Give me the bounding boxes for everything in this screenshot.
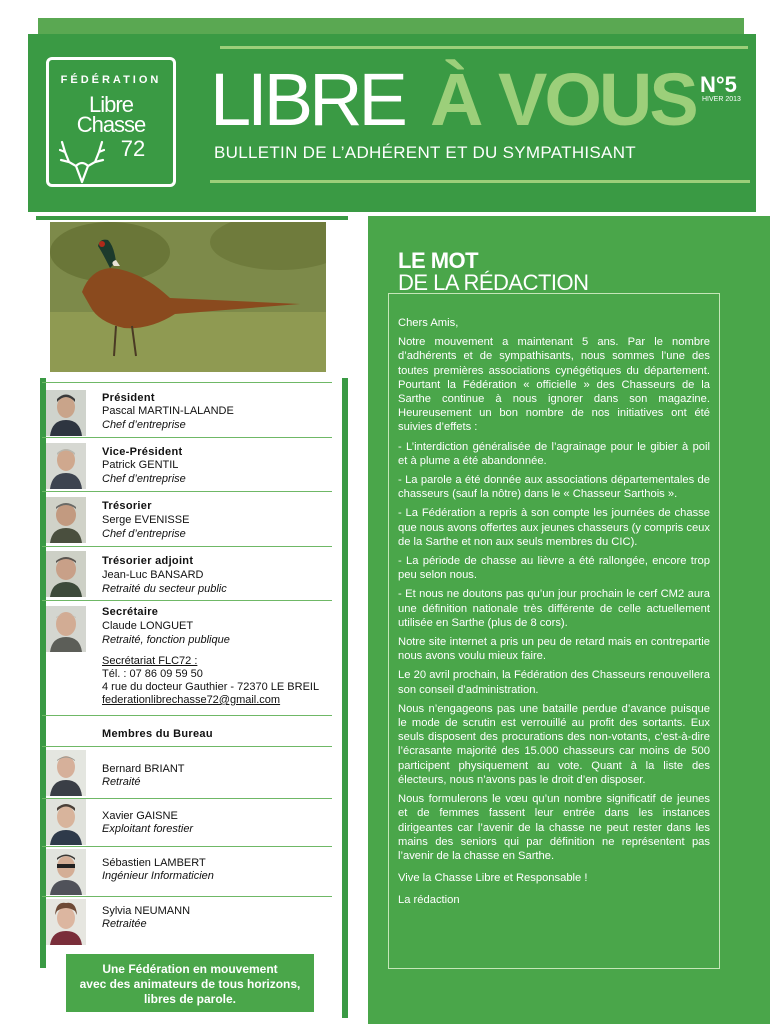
bureau-member-name: Xavier GAISNE (102, 810, 178, 822)
divider (42, 846, 332, 847)
issue-number: N°5 (700, 72, 737, 97)
paragraph: Le 20 avril prochain, la Fédération des Chasseurs renouvellera son conseil d’administration. (398, 669, 710, 696)
editorial-body (398, 316, 710, 913)
paragraph: Vive la Chasse Libre et Responsable ! (398, 872, 588, 885)
bureau-member-job: Exploitant forestier (102, 823, 194, 835)
sidebar-right-bar (342, 378, 348, 1018)
paragraph: Chers Amis, (398, 317, 459, 329)
logo-libre-text: Libre (89, 92, 133, 117)
portrait-treasurer (46, 497, 86, 543)
tagline-line: libres de parole. (143, 992, 237, 1006)
bureau-title: Membres du Bureau (102, 728, 213, 740)
paragraph: - La parole a été donnée aux associations départementales de chasseurs (sauf la nôtre) dans le « Chasseur Sarthois ». (398, 474, 710, 501)
officer-job: Retraité du secteur public (102, 583, 227, 595)
officer-job: Chef d’entreprise (102, 419, 186, 431)
divider (42, 715, 332, 716)
header-rule-bottom (210, 180, 750, 183)
title-libre: LIBRE (210, 58, 404, 141)
paragraph: Notre site internet a pris un peu de retard mais en contrepartie nous avons voulu mieux faire. (398, 636, 710, 663)
paragraph: - La Fédération a repris à son compte les journées de chasse que nous avons offertes aux jeunes chasseurs (y compris ceux de la Sarthe et non aux seuls membres du CIC). (398, 507, 710, 548)
pheasant-photo (50, 222, 326, 372)
logo-number-text: 72 (120, 136, 146, 161)
officer-name: Claude LONGUET (102, 620, 194, 632)
officer-name: Pascal MARTIN-LALANDE (102, 405, 234, 417)
portrait-assistant-treasurer (46, 551, 86, 597)
officer-role: Trésorier adjoint (102, 555, 194, 567)
logo-chasse-text: Chasse (76, 112, 146, 137)
bureau-member-job: Retraitée (102, 918, 147, 930)
officer-job: Chef d’entreprise (102, 473, 186, 485)
paragraph: - La période de chasse au lièvre a été rallongée, encore trop peu selon nous. (398, 555, 710, 582)
bureau-member-name: Sylvia NEUMANN (102, 905, 191, 917)
officer-role: Président (102, 392, 155, 404)
divider (42, 491, 332, 492)
divider (42, 896, 332, 897)
secretariat-address: 4 rue du docteur Gauthier - 72370 LE BREIL (102, 681, 320, 693)
secretariat-phone: Tél. : 07 86 09 59 50 (102, 668, 203, 680)
paragraph: - L’interdiction généralisée de l’agrainage pour le gibier à poil et à plume a été abandonnée. (398, 440, 710, 467)
issue-date: HIVER 2013 (702, 96, 741, 103)
paragraph: - Et nous ne doutons pas qu’un jour prochain le cerf CM2 aura une définition nationale très différente de celle actuellement utilisée en Sarthe (plus de 8 cors). (398, 588, 710, 629)
divider (42, 382, 332, 383)
portrait-vice-president (46, 443, 86, 489)
officer-job: Retraité, fonction publique (102, 634, 230, 646)
portrait-bureau-member (46, 799, 86, 845)
bureau-member-job: Retraité (102, 776, 141, 788)
officer-name: Patrick GENTIL (102, 459, 179, 471)
title-a-vous: À VOUS (430, 58, 696, 141)
paragraph: Nous n’engageons pas une bataille perdue d’avance puisque le mode de scrutin est verrouillé au profit des sortants. Eux seuls disposent des procurations des non-votants, c’est-à-dire l’écrasante majorité des 15.000 chasseurs car moins de 500 participent physiquement au vote. Quant à la liste des électeurs, nous n’avons pas le droit d’en disposer. (398, 702, 710, 786)
sidebar-top-bar (36, 216, 348, 220)
portrait-bureau-member (46, 750, 86, 796)
portrait-secretary (46, 606, 86, 652)
officer-role: Vice-Président (102, 446, 183, 458)
officer-name: Serge EVENISSE (102, 514, 190, 526)
officer-role: Secrétaire (102, 606, 159, 618)
portrait-bureau-member (46, 849, 86, 895)
portrait-president (46, 390, 86, 436)
paragraph: La rédaction (398, 894, 460, 907)
bureau-member-job: Ingénieur Informaticien (102, 870, 214, 882)
stag-head-icon (59, 136, 105, 184)
tagline-line: Une Fédération en mouvement (102, 962, 278, 976)
bulletin-subtitle: BULLETIN DE L’ADHÉRENT ET DU SYMPATHISANT (214, 143, 636, 162)
secretariat-title: Secrétariat FLC72 : (102, 655, 198, 667)
divider (42, 746, 332, 747)
officer-role: Trésorier (102, 500, 152, 512)
editorial-title-line2: DE LA RÉDACTION (398, 270, 589, 295)
tagline-box (66, 954, 314, 1012)
bureau-member-name: Bernard BRIANT (102, 763, 185, 775)
divider (42, 600, 332, 601)
divider (42, 546, 332, 547)
portrait-bureau-member (46, 899, 86, 945)
paragraph: Notre mouvement a maintenant 5 ans. Par le nombre d’adhérents et de sympathisants, nous sommes l’une des toutes premières associations cynégétiques du département. Pourtant la Fédération « officielle » des Chasseurs de la Sarthe continue à nous ignorer dans son magazine. Heureusement un bon nombre de nos initiatives ont été suivies d’effets : (398, 336, 710, 434)
officer-name: Jean-Luc BANSARD (102, 569, 204, 581)
logo-federation-text: FÉDÉRATION (60, 74, 162, 86)
divider (42, 437, 332, 438)
tagline-line: avec des animateurs de tous horizons, (79, 977, 301, 991)
federation-logo (46, 57, 176, 187)
header-rule-top (220, 46, 748, 49)
secretariat-email-link[interactable]: federationlibrechasse72@gmail.com (102, 694, 281, 706)
officer-job: Chef d’entreprise (102, 528, 186, 540)
bureau-member-name: Sébastien LAMBERT (102, 857, 206, 869)
editorial-title-line1: LE MOT (398, 248, 479, 273)
paragraph: Nous formulerons le vœu qu’un nombre significatif de jeunes et de femmes fassent leur entrée dans les instances dirigeantes car l’avenir de la chasse ne peut rester dans les mains des seniors qui par définition ne représentent pas l’avenir de la chasse en Sarthe. (398, 793, 710, 862)
